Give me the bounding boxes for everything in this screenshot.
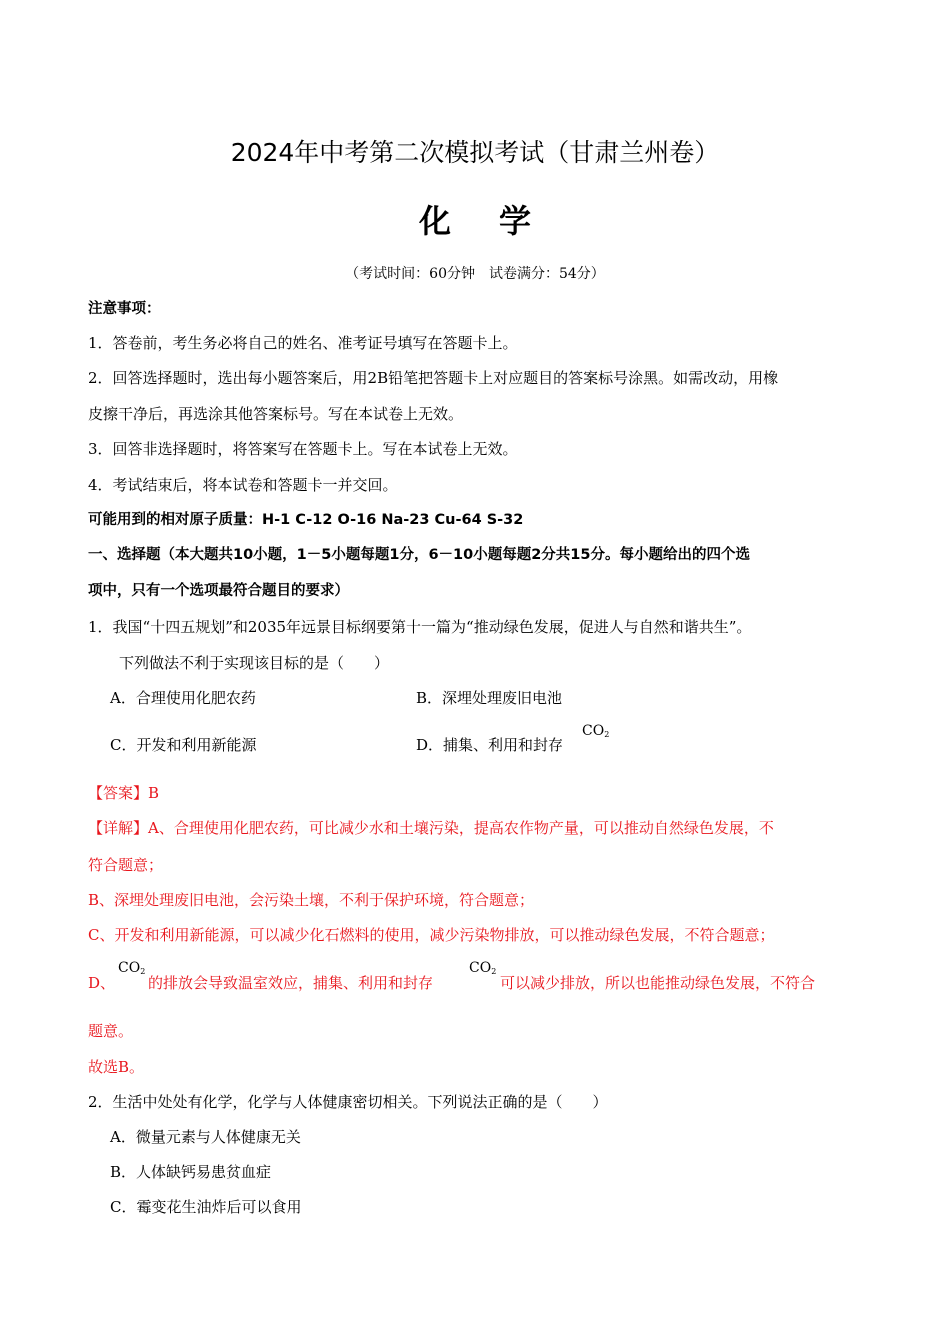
notice-item-2-line1: 2．回答选择题时，选出每小题答案后，用2B铅笔把答题卡上对应题目的答案标号涂黑。如需改动，用橡 bbox=[88, 369, 779, 387]
q1-detail-d-suffix: 可以减少排放，所以也能推动绿色发展，不符合 bbox=[500, 974, 816, 992]
q2-stem: 2．生活中处处有化学，化学与人体健康密切相关。下列说法正确的是（ ） bbox=[88, 1093, 608, 1111]
notice-item-3: 3．回答非选择题时，将答案写在答题卡上。写在本试卷上无效。 bbox=[88, 440, 518, 458]
exam-title: 2024年中考第二次模拟考试（甘肃兰州卷） bbox=[230, 138, 720, 167]
q1-option-b: B．深埋处理废旧电池 bbox=[416, 689, 563, 707]
time-info: （考试时间：60分钟 试卷满分：54分） bbox=[345, 266, 605, 282]
q1-option-d-formula: $CO_2$ bbox=[582, 723, 610, 739]
q1-detail-d-line2: 题意。 bbox=[88, 1022, 134, 1040]
section1-heading-line1: 一、选择题（本大题共10小题，1－5小题每题1分，6－10小题每题2分共15分。每小题给出的四个选 bbox=[88, 547, 750, 563]
q1-option-a: A．合理使用化肥农药 bbox=[110, 689, 256, 707]
atomic-mass: 可能用到的相对原子质量：H-1 C-12 O-16 Na-23 Cu-64 S-32 bbox=[88, 512, 524, 528]
q1-detail-line1: 【详解】A、合理使用化肥农药，可比减少水和土壤污染，提高农作物产量，可以推动自然绿色发展，不 bbox=[88, 819, 774, 837]
q1-detail-line2: 符合题意； bbox=[88, 856, 164, 874]
q1-answer: 【答案】B bbox=[88, 784, 160, 802]
subject-title: 化学 bbox=[418, 202, 579, 240]
notice-item-2-line2: 皮擦干净后，再选涂其他答案标号。写在本试卷上无效。 bbox=[88, 405, 464, 423]
q1-detail-c: C、开发和利用新能源，可以减少化石燃料的使用，减少污染物排放，可以推动绿色发展，不符合题意； bbox=[88, 926, 775, 944]
notice-item-1: 1．答卷前，考生务必将自己的姓名、准考证号填写在答题卡上。 bbox=[88, 334, 518, 352]
q2-option-c: C．霉变花生油炸后可以食用 bbox=[110, 1198, 302, 1216]
q1-detail-d-mid: 的排放会导致温室效应，捕集、利用和封存 bbox=[148, 974, 434, 992]
section1-heading-line2: 项中，只有一个选项最符合题目的要求） bbox=[88, 583, 349, 599]
q2-option-a: A．微量元素与人体健康无关 bbox=[110, 1128, 301, 1146]
q1-option-c: C．开发和利用新能源 bbox=[110, 736, 257, 754]
q1-detail-d-formula-1: $CO_2$ bbox=[118, 960, 146, 976]
q1-detail-d-prefix: D、 bbox=[88, 974, 116, 992]
q1-stem-line2: 下列做法不利于实现该目标的是（ ） bbox=[119, 654, 390, 672]
q2-option-b: B．人体缺钙易患贫血症 bbox=[110, 1163, 272, 1181]
notice-item-4: 4．考试结束后，将本试卷和答题卡一并交回。 bbox=[88, 476, 398, 494]
q1-conclusion: 故选B。 bbox=[88, 1058, 145, 1076]
q1-stem-line1: 1．我国“十四五规划”和2035年远景目标纲要第十一篇为“推动绿色发展，促进人与自然和谐共生”。 bbox=[88, 618, 752, 636]
q1-option-d: D．捕集、利用和封存 bbox=[416, 736, 564, 754]
notice-heading: 注意事项： bbox=[88, 301, 161, 317]
q1-detail-d-formula-2: $CO_2$ bbox=[469, 960, 497, 976]
q1-detail-b: B、深埋处理废旧电池，会污染土壤，不利于保护环境，符合题意； bbox=[88, 891, 535, 909]
